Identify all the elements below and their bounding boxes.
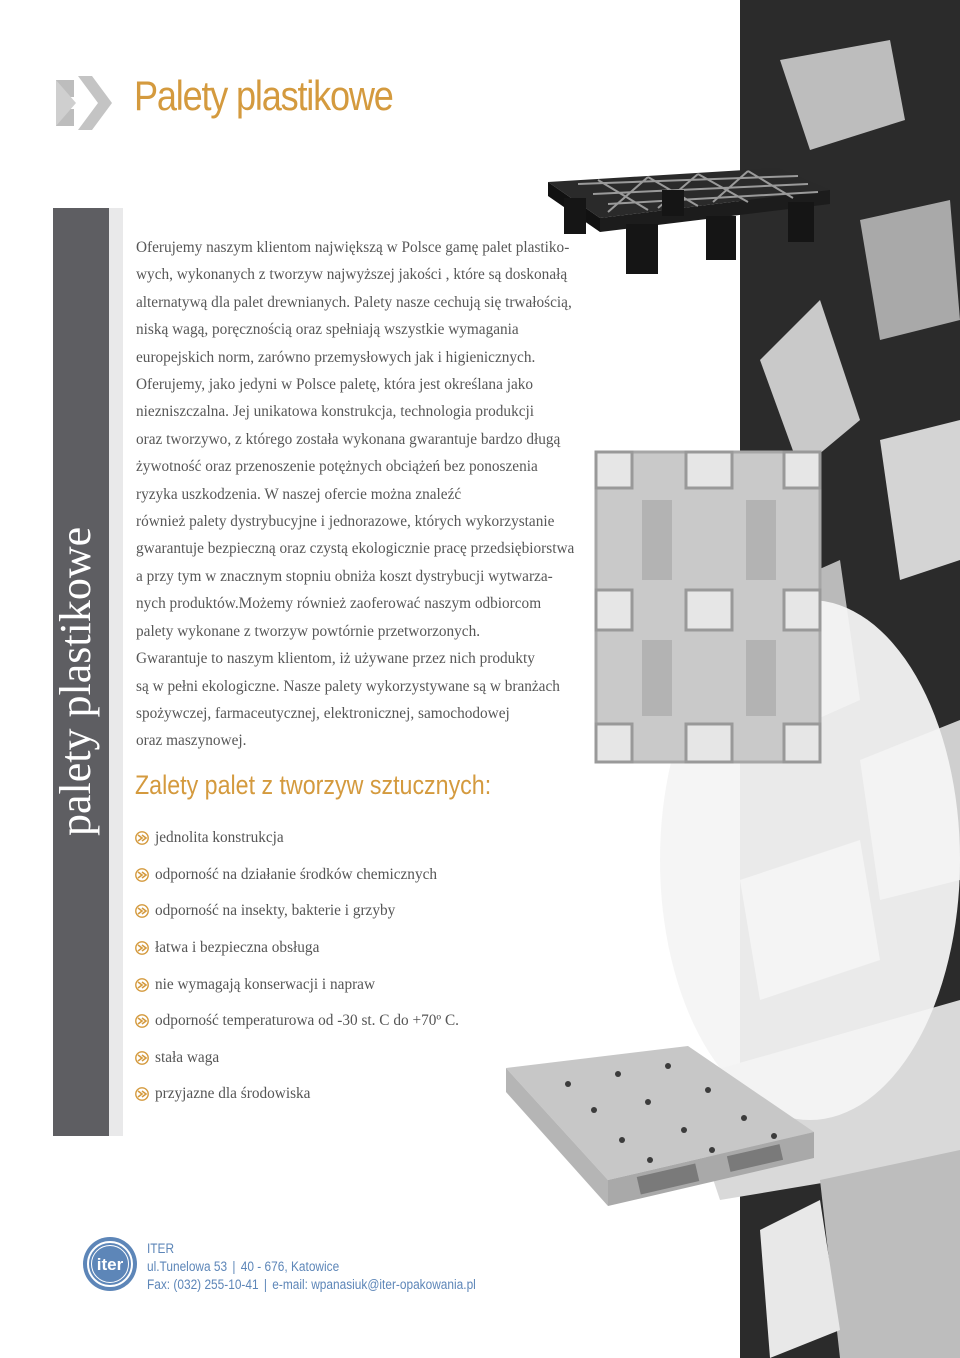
double-chevron-bullet-icon: [135, 978, 149, 992]
footer-contact: [147, 1240, 476, 1294]
footer-company: ITER: [147, 1241, 175, 1256]
grey-pallet-flat-image: [498, 1040, 818, 1210]
advantage-item: przyjazne dla środowiska: [135, 1076, 459, 1113]
advantage-item: stała waga: [135, 1040, 459, 1077]
black-pallet-image: [538, 160, 838, 290]
advantage-item: nie wymagają konserwacji i napraw: [135, 966, 459, 1003]
footer-address-line: [147, 1258, 476, 1276]
side-label: palety plastikowe: [51, 526, 100, 836]
double-chevron-bullet-icon: [135, 868, 149, 882]
advantages-title: Zalety palet z tworzyw sztucznych:: [135, 770, 492, 800]
advantage-item: odporność temperaturowa od -30 st. C do +70º C.: [135, 1003, 459, 1040]
footer-email[interactable]: e-mail: wpanasiuk@iter-opakowania.pl: [272, 1277, 476, 1292]
footer-separator: |: [263, 1277, 267, 1292]
advantage-item: odporność na insekty, bakterie i grzyby: [135, 893, 459, 930]
advantage-item: odporność na działanie środków chemicznych: [135, 857, 459, 894]
advantages-list: [135, 820, 459, 1113]
intro-paragraph: Oferujemy naszym klientom największą w Polsce gamę palet plastiko- wych, wykonanych z tworzyw najwyższej jakości , które są doskonałą alternatywą dla palet drewnianych. Palety nasze cechują się trwałością, niską wagą, poręcznością oraz spełniają wszystkie wymagania europejskich norm, zarówno przemysłowych jak i higienicznych. Oferujemy, jako jedyni w Polsce paletę, która jest określana jako niezniszczalna. Jej unikatowa konstrukcja, technologia produkcji oraz tworzywo, z którego została wykonana gwarantuje bardzo długą żywotność oraz przenoszenie potężnych obciążeń bez ponoszenia ryzyka uszkodzenia. W naszej ofercie można znaleźć również palety dystrybucyjne i jednorazowe, których wykorzystanie gwarantuje bezpieczną oraz czystą ekologicznie pracę przedsiębiorstwa a przy tym w znacznym stopniu obniża koszt dystrybucji wytwarza- nych produktów.Możemy również zaoferować naszym odbiorcom palety wykonane z tworzyw powtórnie przetworzonych. Gwarantuje to naszym klientom, iż używane przez nich produkty są w pełni ekologiczne. Nasze palety wykorzystywane są w branżach spożywczej, farmaceutycznej, elektronicznej, samochodowej oraz maszynowej.: [136, 239, 575, 750]
footer-address: ul.Tunelowa 53: [147, 1259, 228, 1274]
double-chevron-logo-icon: [52, 74, 112, 132]
advantage-item: łatwa i bezpieczna obsługa: [135, 930, 459, 967]
iter-logo-icon: [82, 1236, 138, 1292]
double-chevron-bullet-icon: [135, 1087, 149, 1101]
grey-pallet-top-image: [580, 430, 840, 790]
double-chevron-bullet-icon: [135, 1014, 149, 1028]
double-chevron-bullet-icon: [135, 831, 149, 845]
advantage-item: jednolita konstrukcja: [135, 820, 459, 857]
footer-postal: 40 - 676, Katowice: [240, 1259, 340, 1274]
page-title: Palety plastikowe: [134, 72, 393, 119]
double-chevron-bullet-icon: [135, 941, 149, 955]
footer-contact-line: [147, 1276, 476, 1294]
side-band-accent: [109, 208, 123, 1136]
footer-fax: Fax: (032) 255-10-41: [147, 1277, 259, 1292]
footer-separator: |: [232, 1259, 236, 1274]
double-chevron-bullet-icon: [135, 1051, 149, 1065]
double-chevron-bullet-icon: [135, 904, 149, 918]
iter-logo-text: iter: [96, 1255, 124, 1274]
